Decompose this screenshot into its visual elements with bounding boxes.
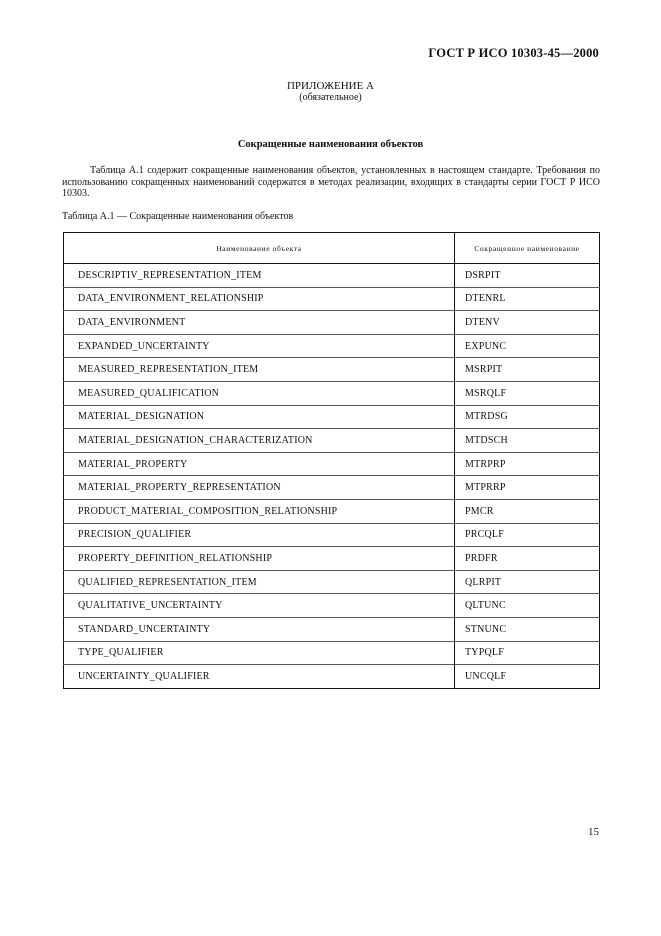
table-row xyxy=(64,358,600,382)
object-name-cell: STANDARD_UNCERTAINTY xyxy=(64,617,455,641)
table-row xyxy=(64,476,600,500)
object-name-cell: MATERIAL_PROPERTY xyxy=(64,452,455,476)
object-name-cell: MATERIAL_DESIGNATION xyxy=(64,405,455,429)
table-row xyxy=(64,429,600,453)
table-header-row xyxy=(64,233,600,264)
short-name-cell: MTDSCH xyxy=(455,429,600,453)
table-row xyxy=(64,594,600,618)
table-row xyxy=(64,334,600,358)
table-row xyxy=(64,523,600,547)
table-row xyxy=(64,405,600,429)
abbreviations-table xyxy=(63,232,600,689)
object-name-cell: UNCERTAINTY_QUALIFIER xyxy=(64,665,455,689)
short-name-cell: STNUNC xyxy=(455,617,600,641)
section-heading: Сокращенные наименования объектов xyxy=(237,139,424,150)
table-row xyxy=(64,570,600,594)
short-name-cell: MTPRRP xyxy=(455,476,600,500)
object-name-cell: MEASURED_REPRESENTATION_ITEM xyxy=(64,358,455,382)
table-row xyxy=(64,452,600,476)
short-name-cell: PMCR xyxy=(455,499,600,523)
short-name-cell: QLRPIT xyxy=(455,570,600,594)
column-header-object-name: Наименование объекта xyxy=(64,233,455,264)
short-name-cell: PRCQLF xyxy=(455,523,600,547)
object-name-cell: MEASURED_QUALIFICATION xyxy=(64,381,455,405)
table-row xyxy=(64,617,600,641)
object-name-cell: PRODUCT_MATERIAL_COMPOSITION_RELATIONSHIP xyxy=(64,499,455,523)
short-name-cell: MSRPIT xyxy=(455,358,600,382)
table-row xyxy=(64,264,600,288)
object-name-cell: EXPANDED_UNCERTAINTY xyxy=(64,334,455,358)
short-name-cell: QLTUNC xyxy=(455,594,600,618)
short-name-cell: MTRDSG xyxy=(455,405,600,429)
table-row xyxy=(64,665,600,689)
short-name-cell: DTENRL xyxy=(455,287,600,311)
object-name-cell: TYPE_QUALIFIER xyxy=(64,641,455,665)
object-name-cell: QUALITATIVE_UNCERTAINTY xyxy=(64,594,455,618)
object-name-cell: DATA_ENVIRONMENT_RELATIONSHIP xyxy=(64,287,455,311)
short-name-cell: TYPQLF xyxy=(455,641,600,665)
table-row xyxy=(64,287,600,311)
object-name-cell: DATA_ENVIRONMENT xyxy=(64,311,455,335)
short-name-cell: UNCQLF xyxy=(455,665,600,689)
short-name-cell: DSRPIT xyxy=(455,264,600,288)
intro-paragraph: Таблица А.1 содержит сокращенные наименования объектов, установленных в настоящем стандарте. Требования по использованию сокращенных наименований содержатся в методах реализации, входящих в стандарты серии ГОСТ Р ИСО 10303. xyxy=(62,165,600,199)
appendix-subtitle: (обязательное) xyxy=(299,92,362,103)
table-caption: Таблица А.1 — Сокращенные наименования объектов xyxy=(62,211,294,222)
document-code: ГОСТ Р ИСО 10303-45—2000 xyxy=(428,46,599,60)
short-name-cell: MSRQLF xyxy=(455,381,600,405)
short-name-cell: EXPUNC xyxy=(455,334,600,358)
table-body xyxy=(64,264,600,689)
table-row xyxy=(64,311,600,335)
object-name-cell: MATERIAL_PROPERTY_REPRESENTATION xyxy=(64,476,455,500)
object-name-cell: DESCRIPTIV_REPRESENTATION_ITEM xyxy=(64,264,455,288)
object-name-cell: PRECISION_QUALIFIER xyxy=(64,523,455,547)
object-name-cell: MATERIAL_DESIGNATION_CHARACTERIZATION xyxy=(64,429,455,453)
table-row xyxy=(64,499,600,523)
page-number: 15 xyxy=(588,826,599,838)
object-name-cell: QUALIFIED_REPRESENTATION_ITEM xyxy=(64,570,455,594)
short-name-cell: PRDFR xyxy=(455,547,600,571)
short-name-cell: MTRPRP xyxy=(455,452,600,476)
table-row xyxy=(64,547,600,571)
table-row xyxy=(64,641,600,665)
appendix-title: ПРИЛОЖЕНИЕ А xyxy=(286,80,374,92)
table-row xyxy=(64,381,600,405)
column-header-short-name: Сокращенное наименование xyxy=(455,233,600,264)
object-name-cell: PROPERTY_DEFINITION_RELATIONSHIP xyxy=(64,547,455,571)
short-name-cell: DTENV xyxy=(455,311,600,335)
